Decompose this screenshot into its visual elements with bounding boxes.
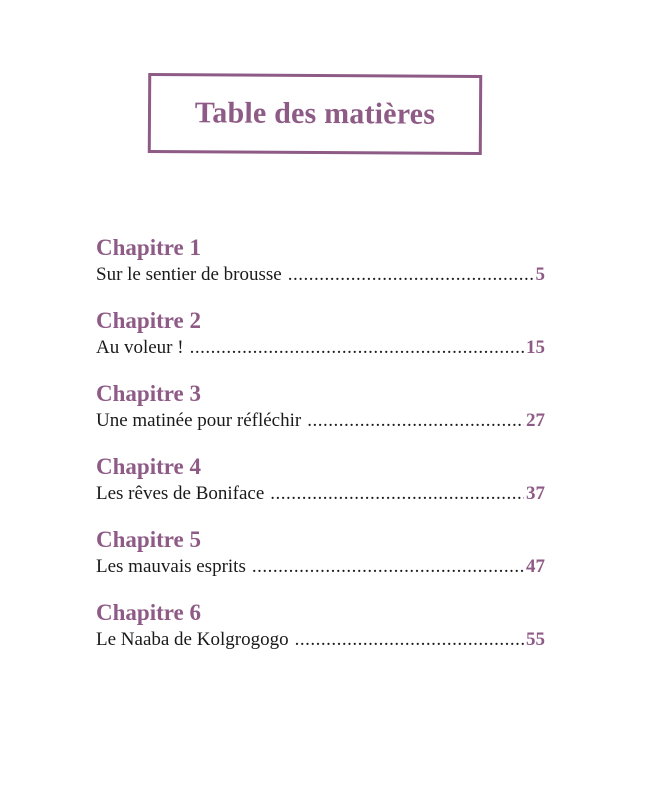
dot-leader: [288, 262, 534, 288]
dot-leader: [295, 627, 524, 653]
page-number: 27: [526, 410, 545, 431]
toc-entry-1[interactable]: [96, 234, 545, 288]
chapter-title: Le Naaba de Kolgrogogo: [96, 629, 289, 650]
toc-entry-2[interactable]: [96, 307, 545, 361]
toc-line: [96, 408, 545, 434]
toc-entry-3[interactable]: [96, 380, 545, 434]
toc-line: [96, 481, 545, 507]
dot-leader: [252, 554, 524, 580]
toc-line: [96, 627, 545, 653]
dot-leader: [307, 408, 524, 434]
page-number: 5: [535, 264, 545, 285]
toc-line: [96, 554, 545, 580]
page-number: 15: [526, 337, 545, 358]
chapter-label: Chapitre 4: [96, 454, 201, 479]
chapter-title: Sur le sentier de brousse: [96, 264, 282, 285]
page-number: 47: [526, 556, 545, 577]
page-number: 37: [526, 483, 545, 504]
chapter-label: Chapitre 2: [96, 308, 201, 333]
chapter-title: Au voleur !: [96, 337, 184, 358]
toc-line: [96, 335, 545, 361]
toc-entry-6[interactable]: [96, 599, 545, 653]
dot-leader: [270, 481, 524, 507]
chapter-label: Chapitre 3: [96, 381, 201, 406]
chapter-title: Les rêves de Boniface: [96, 483, 265, 504]
title-box: [148, 73, 482, 155]
page-title: Table des matières: [194, 96, 436, 131]
toc-line: [96, 262, 545, 288]
chapter-label: Chapitre 1: [96, 235, 201, 260]
toc-entry-5[interactable]: [96, 526, 545, 580]
chapter-label: Chapitre 6: [96, 600, 201, 625]
toc-entry-4[interactable]: [96, 453, 545, 507]
page-number: 55: [526, 629, 545, 650]
chapter-label: Chapitre 5: [96, 527, 201, 552]
table-of-contents: [96, 234, 545, 672]
dot-leader: [190, 335, 524, 361]
chapter-title: Les mauvais esprits: [96, 556, 246, 577]
chapter-title: Une matinée pour réfléchir: [96, 410, 302, 431]
